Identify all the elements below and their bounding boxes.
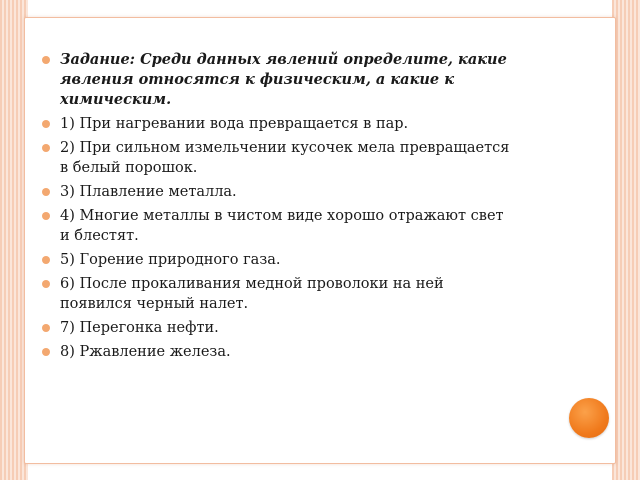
bullet-icon [42, 348, 50, 356]
bullet-icon [42, 144, 50, 152]
bullet-icon [42, 256, 50, 264]
bullet-icon [42, 212, 50, 220]
list-item [42, 342, 512, 362]
list-item [42, 206, 512, 246]
list-item-text: 2) При сильном измельчении кусочек мела превращается в белый порошок. [60, 140, 510, 176]
task-item [42, 50, 512, 110]
bullet-icon [42, 188, 50, 196]
list-item [42, 274, 512, 314]
orange-circle-decoration [569, 398, 609, 438]
list-item [42, 138, 512, 178]
bullet-icon [42, 324, 50, 332]
bullet-list [42, 50, 512, 366]
list-item-text: 4) Многие металлы в чистом виде хорошо отражают свет и блестят. [60, 208, 504, 244]
list-item-text: 7) Перегонка нефти. [60, 320, 219, 336]
list-item-text: 6) После прокаливания медной проволоки на ней появился черный налет. [60, 276, 444, 312]
list-item-text: 5) Горение природного газа. [60, 252, 281, 268]
bullet-icon [42, 120, 50, 128]
list-item [42, 114, 512, 134]
bullet-icon [42, 56, 50, 64]
task-text: Задание: Среди данных явлений определите, какие явления относятся к физическим, а какие к химическим. [60, 51, 507, 108]
list-item-text: 1) При нагревании вода превращается в пар. [60, 116, 409, 132]
list-item-text: 8) Ржавление железа. [60, 344, 231, 360]
list-item [42, 250, 512, 270]
bullet-icon [42, 280, 50, 288]
list-item [42, 182, 512, 202]
list-item-text: 3) Плавление металла. [60, 184, 237, 200]
list-item [42, 318, 512, 338]
right-stripe-border [612, 0, 640, 480]
